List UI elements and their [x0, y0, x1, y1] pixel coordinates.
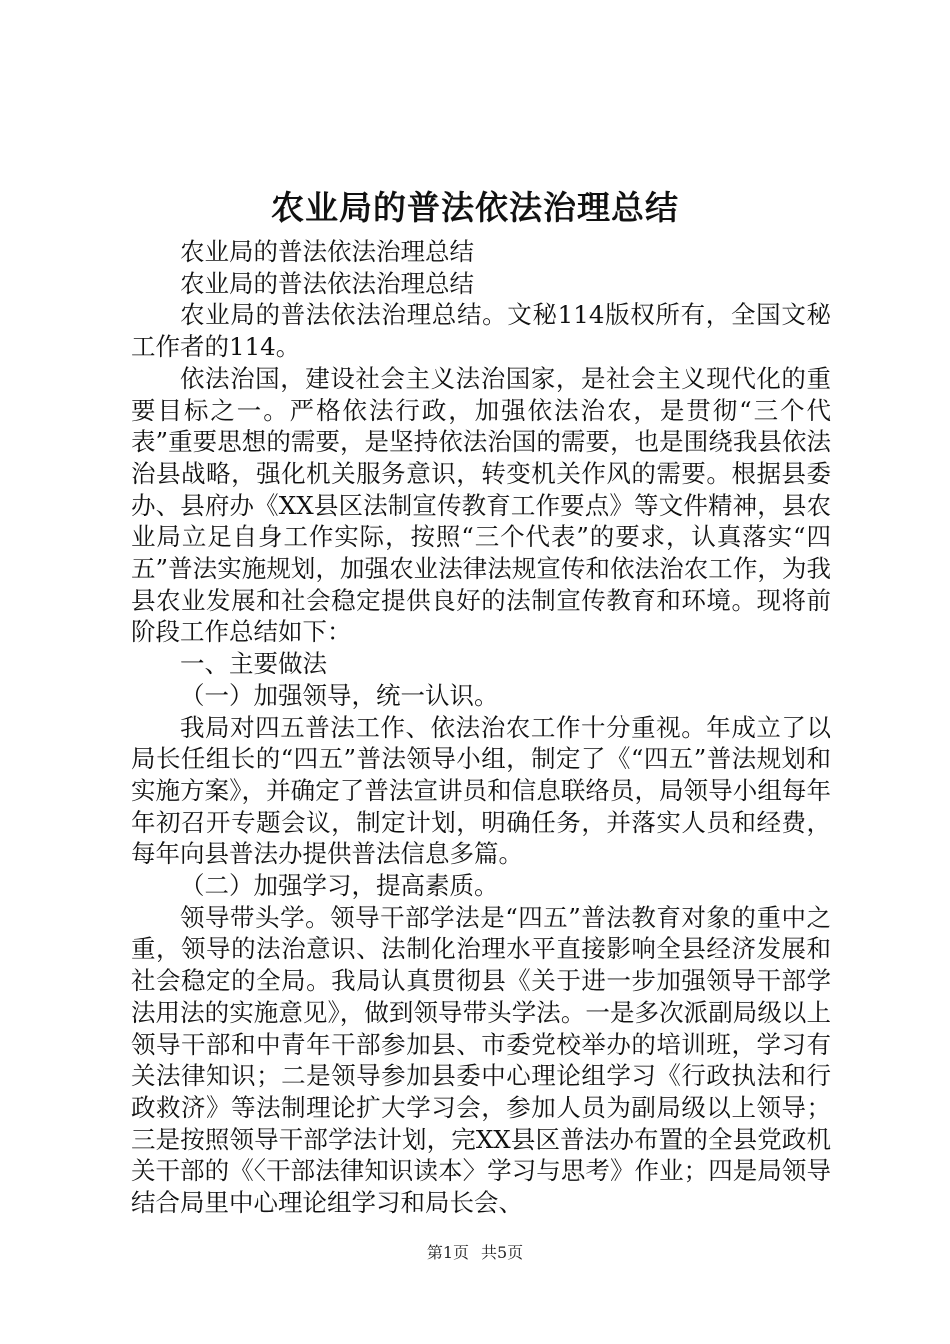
- paragraph-subtitle-2: 农业局的普法依法治理总结: [180, 268, 474, 298]
- paragraph-background: 依法治国，建设社会主义法治国家，是社会主义现代化的重要目标之一。严格依法行政，加强依法治农，是贯彻“三个代表”重要思想的需要，是坚持依法治国的需要，也是围绕我县依法治县战略，强化机关服务意识，转变机关作风的需要。根据县委办、县府办《XX县区法制宣传教育工作要点》等文件精神，县农业局立足自身工作实际，按照“三个代表”的要求，认真落实“四五”普法实施规划，加强农业法律法规宣传和依法治农工作，为我县农业发展和社会稳定提供良好的法制宣传教育和环境。现将前阶段工作总结如下：: [131, 363, 831, 647]
- paragraph-intro: 农业局的普法依法治理总结。文秘114版权所有，全国文秘工作者的114。: [131, 300, 831, 362]
- subsection-heading-study: （二）加强学习，提高素质。: [180, 871, 499, 901]
- page-total: 共5页: [481, 1243, 524, 1262]
- page-number: 第1页: [426, 1243, 469, 1262]
- subsection-heading-leadership: （一）加强领导，统一认识。: [180, 680, 499, 710]
- page-footer: [0, 1242, 950, 1264]
- paragraph-study: 领导带头学。领导干部学法是“四五”普法教育对象的重中之重，领导的法治意识、法制化治理水平直接影响全县经济发展和社会稳定的全局。我局认真贯彻县《关于进一步加强领导干部学法用法的实施意见》，做到领导带头学法。一是多次派副局级以上领导干部和中青年干部参加县、市委党校举办的培训班，学习有关法律知识；二是领导参加县委中心理论组学习《行政执法和行政救济》等法制理论扩大学习会，参加人员为副局级以上领导；三是按照领导干部学法计划，完XX县区普法办布置的全县党政机关干部的《〈干部法律知识读本〉学习与思考》作业；四是局领导结合局里中心理论组学习和局长会、: [131, 902, 831, 1218]
- paragraph-subtitle-1: 农业局的普法依法治理总结: [180, 237, 474, 266]
- document-title: 农业局的普法依法治理总结: [271, 188, 679, 227]
- paragraph-leadership: 我局对四五普法工作、依法治农工作十分重视。年成立了以局长任组长的“四五”普法领导小组，制定了《“四五”普法规划和实施方案》，并确定了普法宣讲员和信息联络员，局领导小组每年年初召开专题会议，制定计划，明确任务，并落实人员和经费，每年向县普法办提供普法信息多篇。: [131, 712, 831, 869]
- section-heading-main-practices: 一、主要做法: [180, 649, 327, 679]
- document-body: [131, 236, 831, 1219]
